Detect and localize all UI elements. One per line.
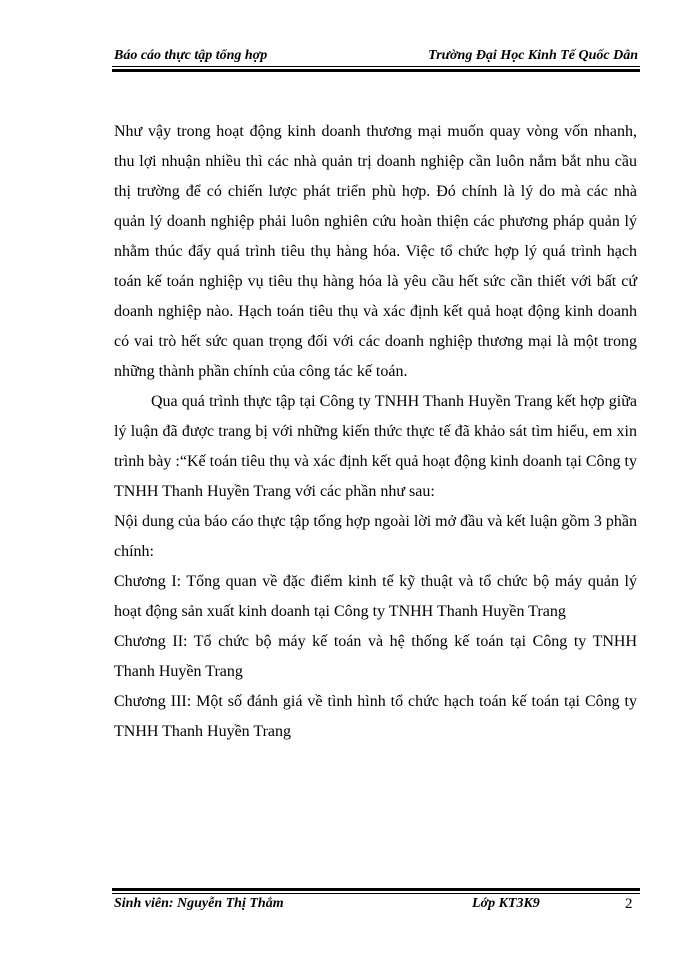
header-divider-thin — [112, 66, 640, 67]
footer-divider-thick — [112, 888, 640, 891]
footer-student-name: Sinh viên: Nguyễn Thị Thắm — [114, 896, 284, 911]
paragraph-chapter-1: Chương I: Tổng quan về đặc điểm kinh tế kỹ thuật và tổ chức bộ máy quản lý hoạt động sản xuất kinh doanh tại Công ty TNHH Thanh Huyền Trang — [114, 573, 637, 620]
paragraph-intro: Như vậy trong hoạt động kinh doanh thương mại muốn quay vòng vốn nhanh, thu lợi nhuận nhiều thì các nhà quản trị doanh nghiệp cần luôn nắm bắt nhu cầu thị trường để có chiến lược phát triển phù hợp. Đó chính là lý do mà các nhà quản lý doanh nghiệp phải luôn nghiên cứu hoàn thiện các phương pháp quản lý nhằm thúc đẩy quá trình tiêu thụ hàng hóa. Việc tổ chức hợp lý quá trình hạch toán kế toán nghiệp vụ tiêu thụ hàng hóa là yêu cầu hết sức cần thiết với bất cứ doanh nghiệp nào. Hạch toán tiêu thụ và xác định kết quả hoạt động kinh doanh có vai trò hết sức quan trọng đối với các doanh nghiệp thương mại là một trong những thành phần chính của công tác kế toán. — [114, 123, 637, 380]
header-report-title: Báo cáo thực tập tổng hợp — [114, 48, 268, 63]
paragraph-chapter-3: Chương III: Một số đánh giá về tình hình tổ chức hạch toán kế toán tại Công ty TNHH Thanh Huyền Trang — [114, 693, 637, 740]
page-footer — [114, 896, 640, 916]
document-body — [114, 117, 637, 747]
header-university-name: Trường Đại Học Kinh Tế Quốc Dân — [428, 48, 638, 63]
footer-divider-thin — [112, 893, 640, 894]
page-header — [112, 44, 642, 66]
paragraph-chapter-2: Chương II: Tổ chức bộ máy kế toán và hệ thống kế toán tại Công ty TNHH Thanh Huyền Trang — [114, 633, 637, 680]
header-divider-thick — [112, 69, 640, 72]
paragraph-content-summary: Nội dung của báo cáo thực tập tổng hợp ngoài lời mở đầu và kết luận gồm 3 phần chính: — [114, 513, 637, 560]
footer-class-name: Lớp KT3K9 — [472, 896, 540, 911]
paragraph-internship: Qua quá trình thực tập tại Công ty TNHH Thanh Huyền Trang kết hợp giữa lý luận đã được trang bị với những kiến thức thực tế đã khảo sát tìm hiểu, em xin trình bày :“Kế toán tiêu thụ và xác định kết quả hoạt động kinh doanh tại Công ty TNHH Thanh Huyền Trang với các phần như sau: — [114, 393, 637, 500]
page-number: 2 — [625, 896, 633, 912]
